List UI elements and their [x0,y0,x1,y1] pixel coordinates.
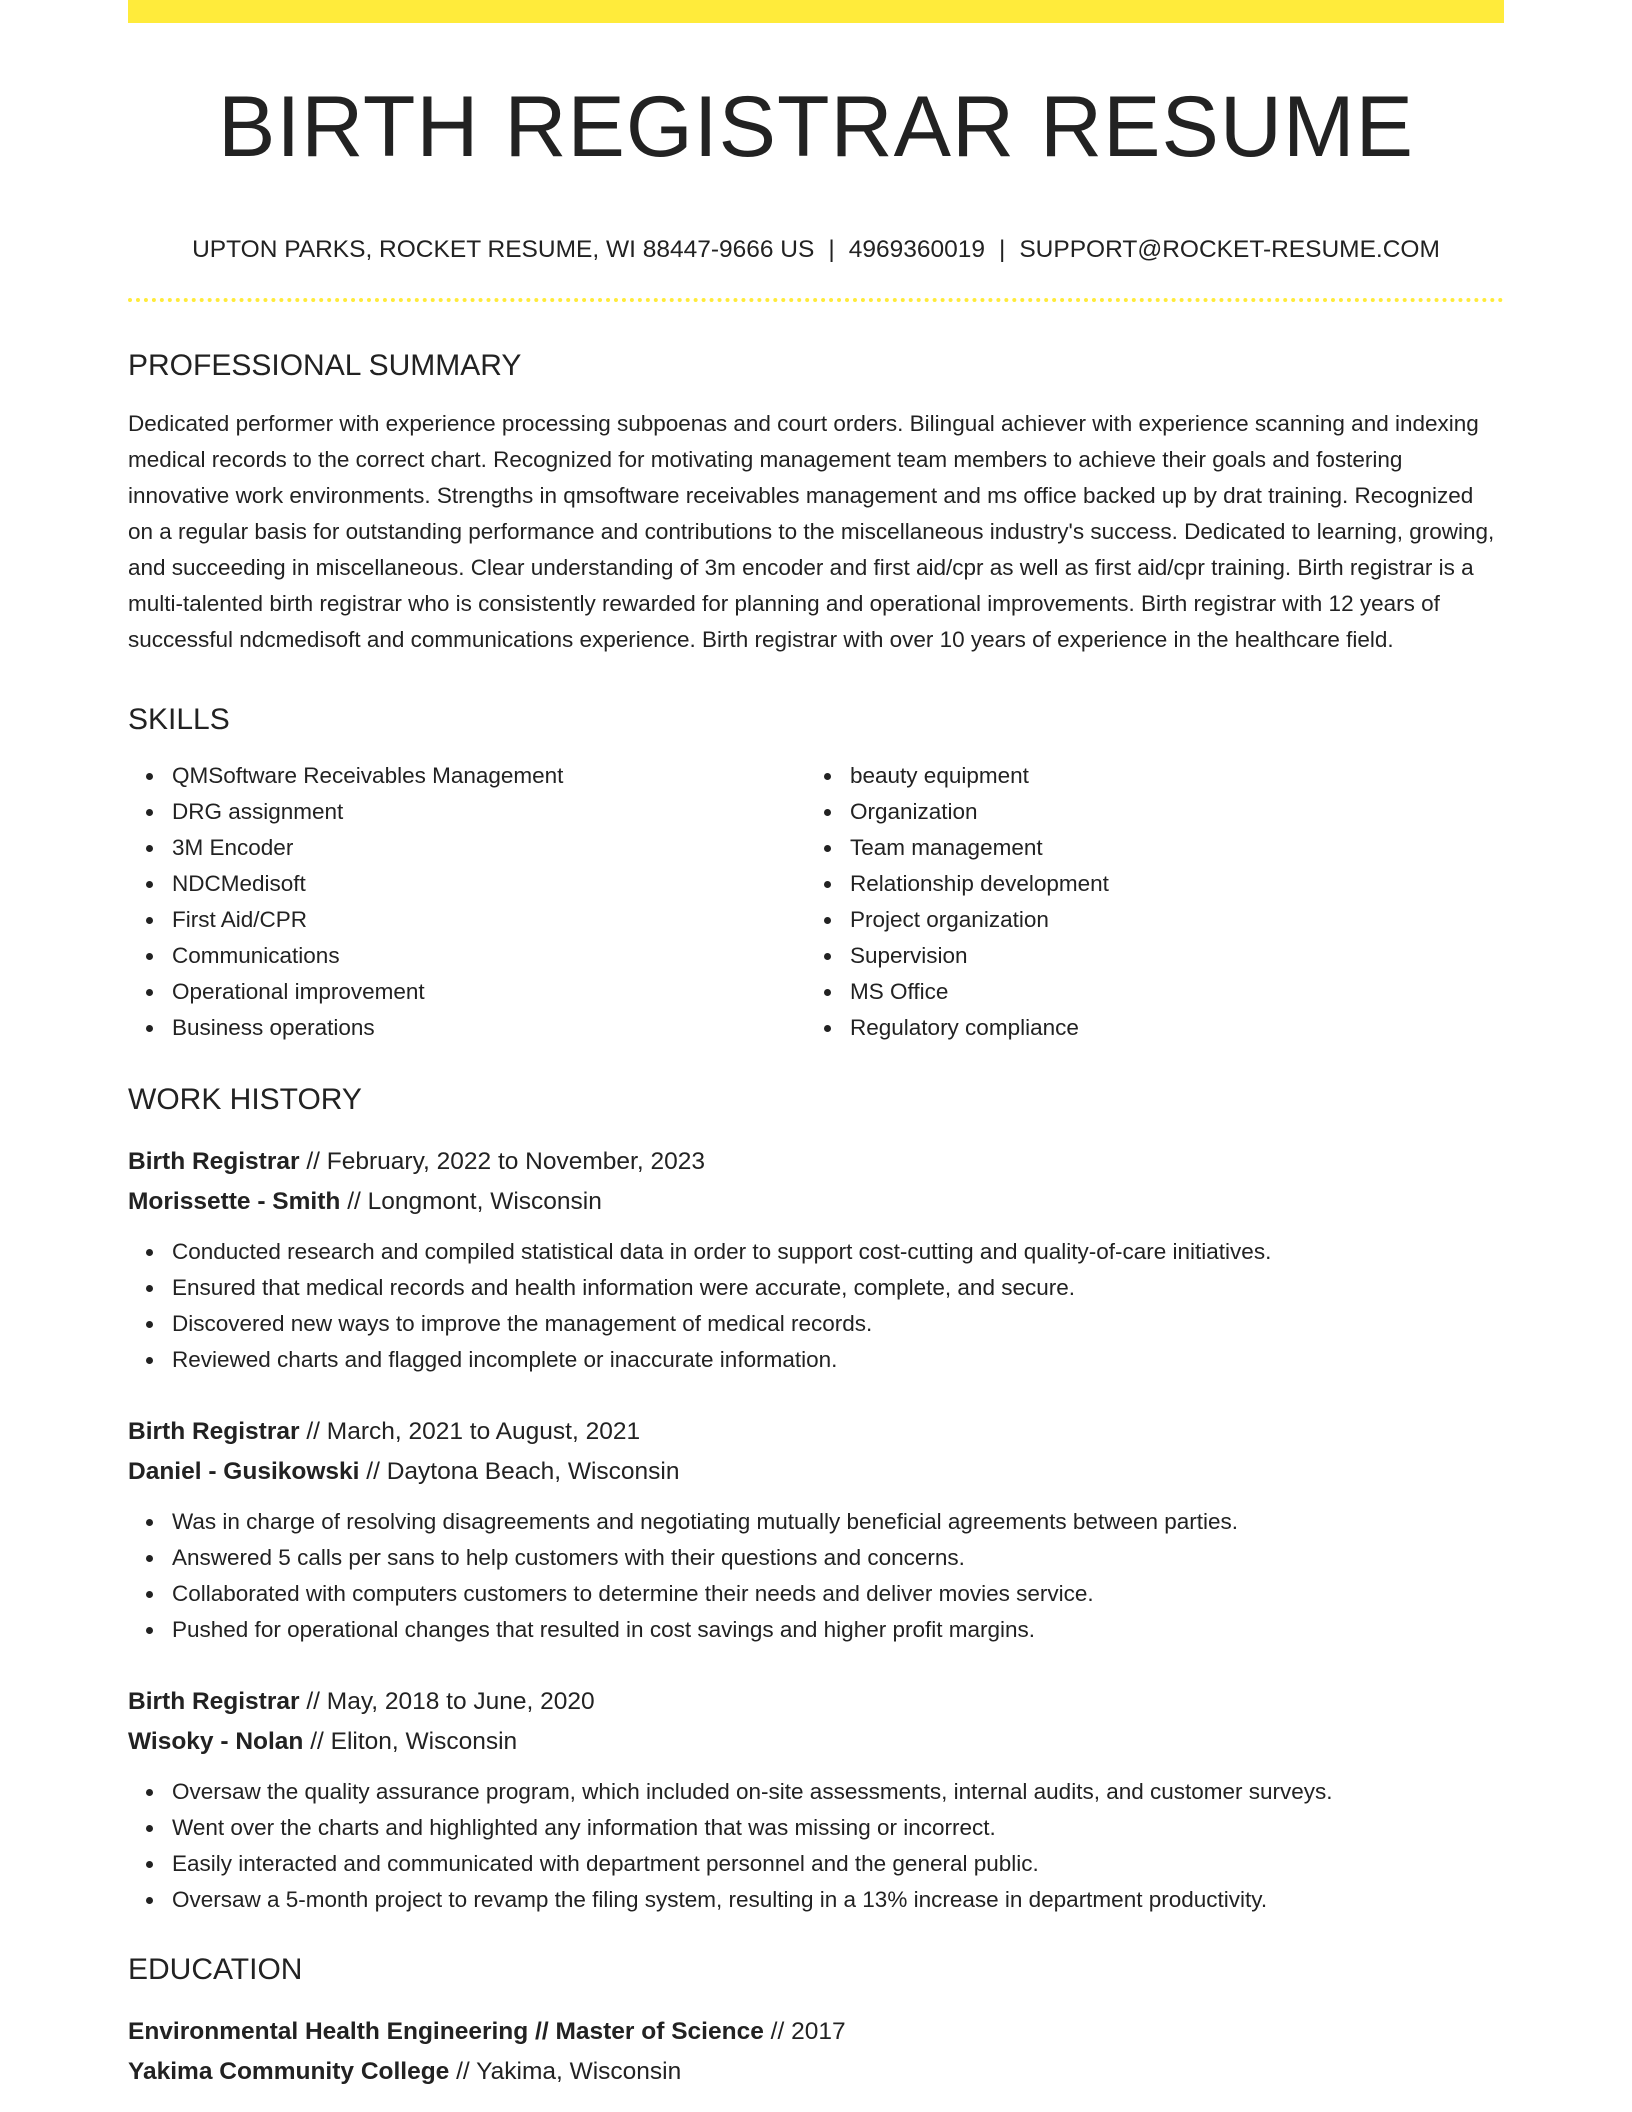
education-field: Environmental Health Engineering [128,2017,529,2045]
education-year: 2017 [791,2017,846,2045]
job-bullet: Ensured that medical records and health information were accurate, complete, and secure. [172,1270,1504,1306]
skill-item: 3M Encoder [172,830,806,866]
delimiter: // [535,2017,549,2045]
job-bullet: Oversaw a 5-month project to revamp the filing system, resulting in a 13% increase in department productivity. [172,1882,1504,1918]
job-bullets [128,1774,1504,1918]
job-location: Daytona Beach, Wisconsin [386,1457,680,1485]
job-company: Wisoky - Nolan [128,1727,304,1755]
skill-item: QMSoftware Receivables Management [172,758,806,794]
job-company-line [128,1182,1504,1222]
job-title-line [128,1412,1504,1452]
contact-separator: | [828,235,835,263]
job-title-line [128,1682,1504,1722]
job-entry [128,1412,1504,1648]
skill-item: First Aid/CPR [172,902,806,938]
skills-heading: SKILLS [128,702,230,736]
delimiter: // [366,1457,380,1485]
job-bullet: Discovered new ways to improve the management of medical records. [172,1306,1504,1342]
job-dates: February, 2022 to November, 2023 [326,1147,705,1175]
summary-text: Dedicated performer with experience processing subpoenas and court orders. Bilingual achiever with experience scanning and indexing medical records to the correct chart. Recognized for motivating management team members to achieve their goals and fostering innovative work environments. Strengths in qmsoftware receivables management and ms office backed up by drat training. Recognized on a regular basis for outstanding performance and contributions to the miscellaneous industry's success. Dedicated to learning, growing, and succeeding in miscellaneous. Clear understanding of 3m encoder and first aid/cpr as well as first aid/cpr training. Birth registrar is a multi-talented birth registrar who is consistently rewarded for planning and operational improvements. Birth registrar with 12 years of successful ndcmedisoft and communications experience. Birth registrar with over 10 years of experience in the healthcare field. [128,410,1495,652]
skill-item: Project organization [850,902,1484,938]
resume-title: BIRTH REGISTRAR RESUME [218,79,1414,175]
skill-item: Organization [850,794,1484,830]
skill-item: DRG assignment [172,794,806,830]
job-entry [128,1142,1504,1378]
job-dates: March, 2021 to August, 2021 [326,1417,641,1445]
summary-heading: PROFESSIONAL SUMMARY [128,348,522,382]
resume-page [128,0,1504,2092]
dotted-divider [128,298,1504,302]
accent-top-bar [128,0,1504,23]
delimiter: // [770,2017,785,2045]
education-school-line [128,2052,1504,2092]
delimiter: // [306,1417,320,1445]
work-history-heading: WORK HISTORY [128,1082,362,1116]
skills-column-left [128,758,806,1046]
job-entry [128,1682,1504,1918]
skill-item: Supervision [850,938,1484,974]
education-degree-line [128,2012,1504,2052]
job-bullet: Collaborated with computers customers to determine their needs and deliver movies service. [172,1576,1504,1612]
job-bullets [128,1234,1504,1378]
job-bullet: Reviewed charts and flagged incomplete or inaccurate information. [172,1342,1504,1378]
education-degree: Master of Science [555,2017,764,2045]
skill-item: beauty equipment [850,758,1484,794]
education-entry [128,2012,1504,2092]
job-location: Eliton, Wisconsin [330,1727,518,1755]
skill-item: MS Office [850,974,1484,1010]
job-title: Birth Registrar [128,1147,300,1175]
skill-item: Relationship development [850,866,1484,902]
contact-line [128,235,1504,264]
job-bullets [128,1504,1504,1648]
skill-item: Business operations [172,1010,806,1046]
job-bullet: Easily interacted and communicated with department personnel and the general public. [172,1846,1504,1882]
job-company: Daniel - Gusikowski [128,1457,360,1485]
contact-separator: | [998,235,1006,263]
education-location: Yakima, Wisconsin [476,2057,682,2085]
skills-column-right [806,758,1484,1046]
job-title: Birth Registrar [128,1417,300,1445]
skill-item: Regulatory compliance [850,1010,1484,1046]
education-heading: EDUCATION [128,1952,303,1986]
skill-item: NDCMedisoft [172,866,806,902]
contact-address: UPTON PARKS, ROCKET RESUME, WI 88447-9666 US [192,235,815,263]
job-company-line [128,1722,1504,1762]
job-location: Longmont, Wisconsin [367,1187,602,1215]
contact-phone: 4969360019 [848,235,985,263]
job-title-line [128,1142,1504,1182]
delimiter: // [347,1187,361,1215]
education-school: Yakima Community College [128,2057,450,2085]
skill-item: Communications [172,938,806,974]
job-bullet: Was in charge of resolving disagreements and negotiating mutually beneficial agreements between parties. [172,1504,1504,1540]
job-bullet: Oversaw the quality assurance program, which included on-site assessments, internal audits, and customer surveys. [172,1774,1504,1810]
skill-item: Operational improvement [172,974,806,1010]
job-bullet: Went over the charts and highlighted any information that was missing or incorrect. [172,1810,1504,1846]
skill-item: Team management [850,830,1484,866]
job-company-line [128,1452,1504,1492]
delimiter: // [306,1147,320,1175]
skills-grid [128,758,1504,1046]
delimiter: // [306,1687,320,1715]
contact-email: SUPPORT@ROCKET-RESUME.COM [1019,235,1440,263]
job-bullet: Answered 5 calls per sans to help customers with their questions and concerns. [172,1540,1504,1576]
job-bullet: Pushed for operational changes that resulted in cost savings and higher profit margins. [172,1612,1504,1648]
delimiter: // [310,1727,324,1755]
job-bullet: Conducted research and compiled statistical data in order to support cost-cutting and quality-of-care initiatives. [172,1234,1504,1270]
delimiter: // [456,2057,470,2085]
job-dates: May, 2018 to June, 2020 [326,1687,595,1715]
job-title: Birth Registrar [128,1687,300,1715]
job-company: Morissette - Smith [128,1187,341,1215]
